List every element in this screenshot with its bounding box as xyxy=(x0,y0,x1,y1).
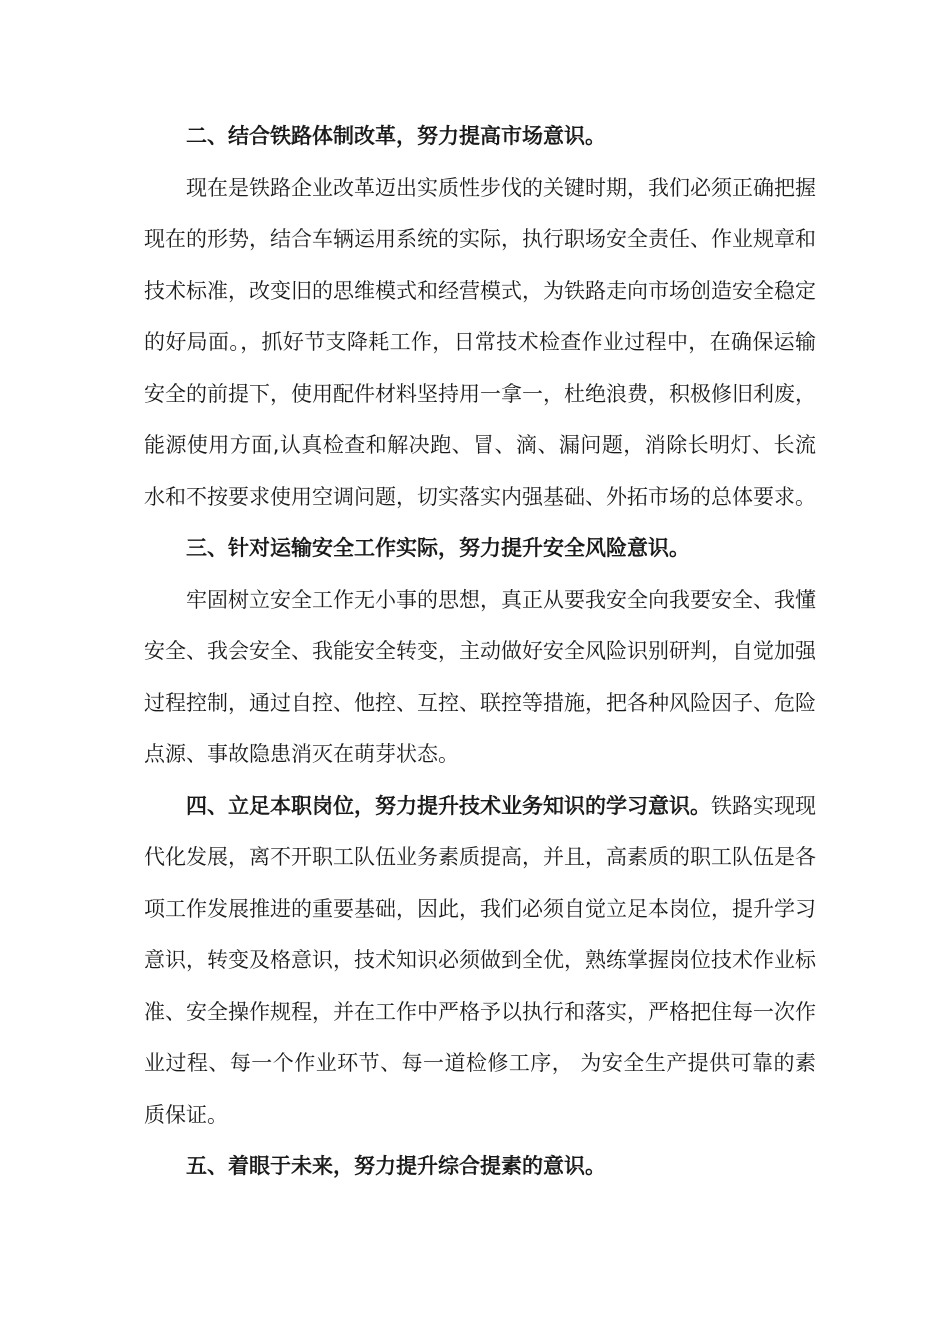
section-3-paragraph: 牢固树立安全工作无小事的思想，真正从要我安全向我要安全、我懂安全、我会安全、我能安全转变，主动做好安全风险识别研判，自觉加强过程控制，通过自控、他控、互控、联控等措施，把各种风险因子、危险点源、事故隐患消灭在萌芽状态。 xyxy=(144,587,816,766)
section-2-paragraph: 现在是铁路企业改革迈出实质性步伐的关键时期，我们必须正确把握现在的形势，结合车辆运用系统的实际，执行职场安全责任、作业规章和技术标准，改变旧的思维模式和经营模式，为铁路走向市场创造安全稳定的好局面。，抓好节支降耗工作，日常技术检查作业过程中，在确保运输安全的前提下，使用配件材料坚持用一拿一，杜绝浪费，积极修旧利废，能源使用方面,认真检查和解决跑、冒、滴、漏问题，消除长明灯、长流水和不按要求使用空调问题，切实落实内强基础、外拓市场的总体要求。 xyxy=(144,175,816,509)
section-5-heading: 五、着眼于未来，努力提升综合提素的意识。 xyxy=(186,1154,606,1178)
document-body xyxy=(144,111,816,1193)
section-4-heading: 四、立足本职岗位，努力提升技术业务知识的学习意识。 xyxy=(186,793,711,818)
section-2-heading: 二、结合铁路体制改革，努力提高市场意识。 xyxy=(186,124,606,148)
section-3-heading: 三、针对运输安全工作实际，努力提升安全风险意识。 xyxy=(186,536,690,560)
section-4-body: 铁路实现现代化发展，离不开职工队伍业务素质提高，并且，高素质的职工队伍是各项工作发展推进的重要基础，因此，我们必须自觉立足本岗位，提升学习意识，转变及格意识，技术知识必须做到全优，熟练掌握岗位技术作业标准、安全操作规程，并在工作中严格予以执行和落实，严格把住每一次作业过程、每一个作业环节、每一道检修工序， 为安全生产提供可靠的素质保证。 xyxy=(144,793,816,1127)
section-4-paragraph xyxy=(144,781,816,1142)
